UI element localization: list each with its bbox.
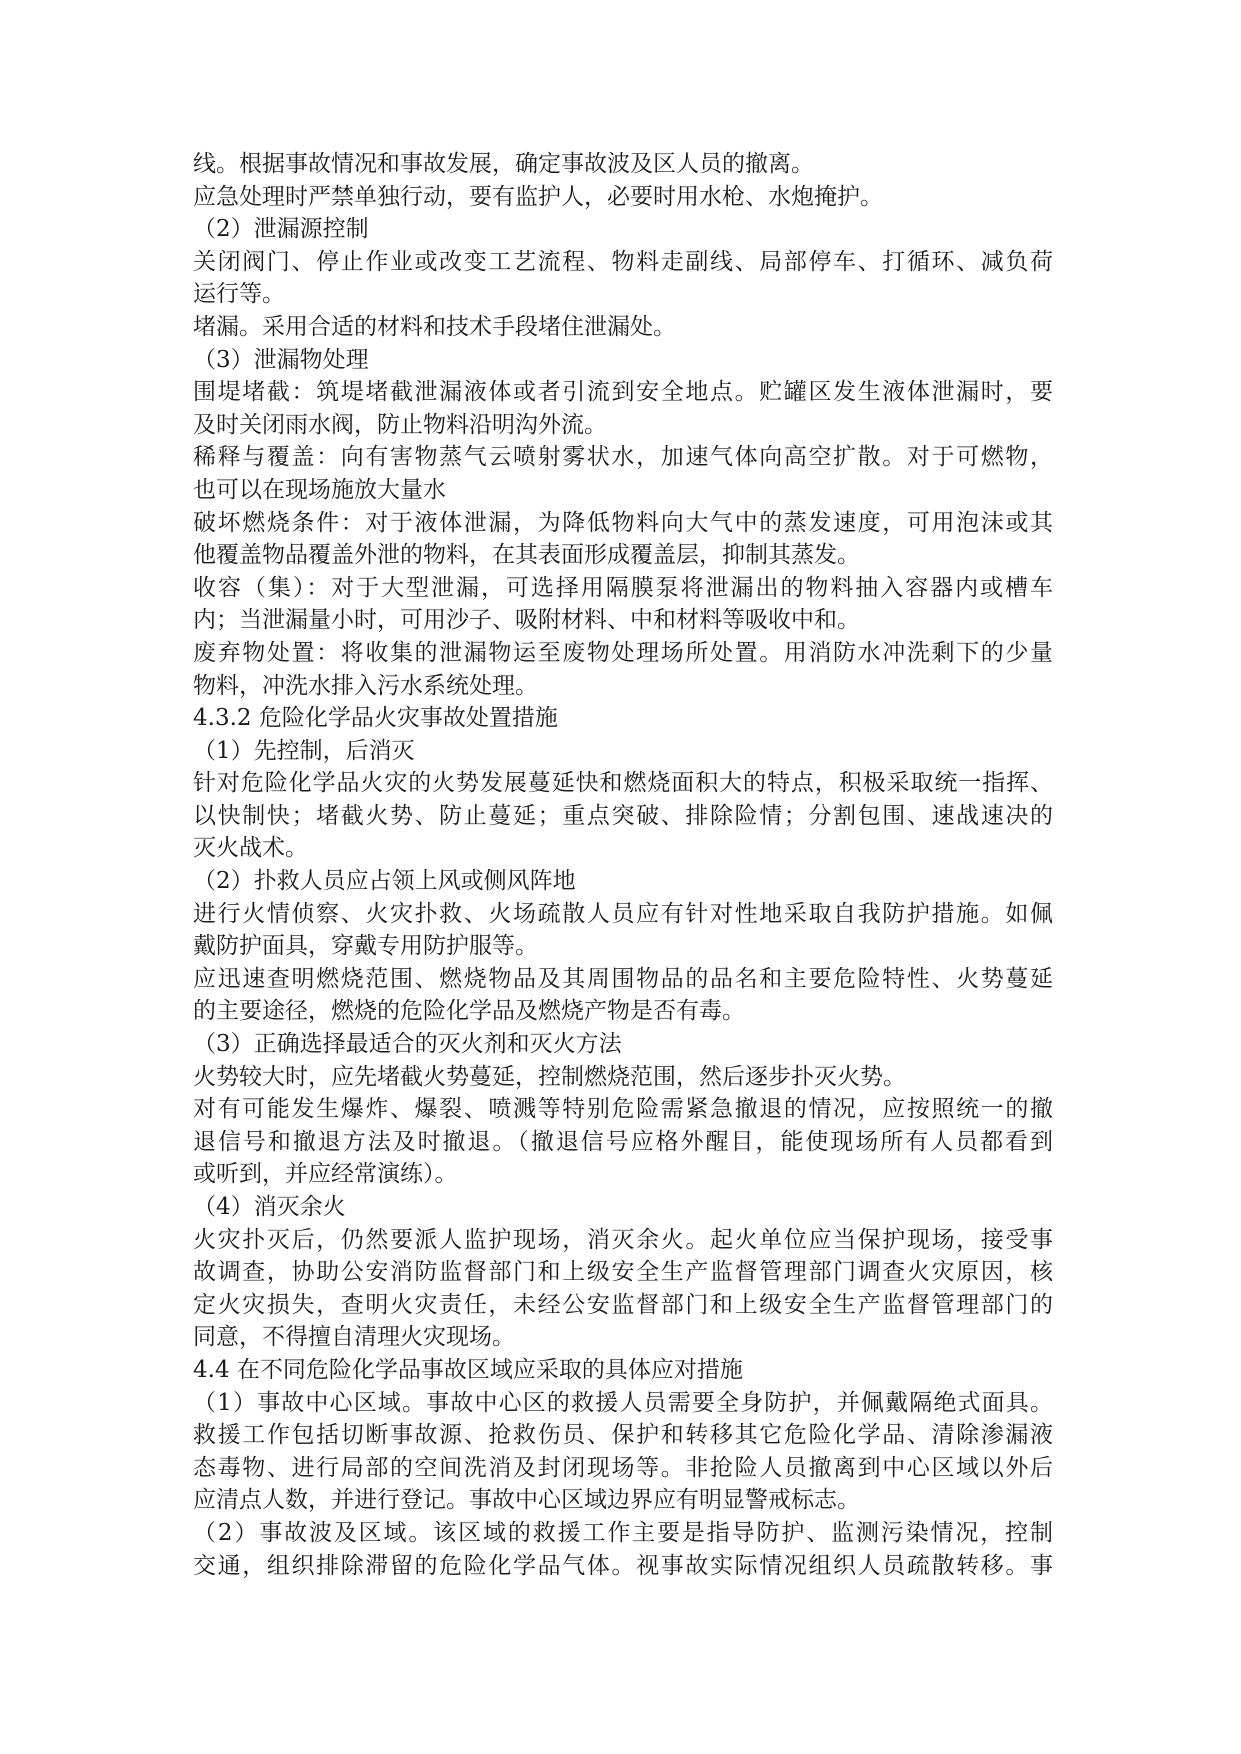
text-line: 废弃物处置：将收集的泄漏物运至废物处理场所处置。用消防水冲洗剩下的少量 <box>193 639 1053 666</box>
text-line: （2）泄漏源控制 <box>193 216 369 243</box>
text-line: 及时关闭雨水阀，防止物料沿明沟外流。 <box>193 411 607 438</box>
text-line: 对有可能发生爆炸、爆裂、喷溅等特别危险需紧急撤退的情况，应按照统一的撤 <box>193 1096 1053 1123</box>
text-line: 他覆盖物品覆盖外泄的物料，在其表面形成覆盖层，抑制其蒸发。 <box>193 542 860 569</box>
text-line: 同意，不得擅自清理火灾现场。 <box>193 1324 515 1351</box>
text-line: 运行等。 <box>193 281 285 308</box>
text-line: 应迅速查明燃烧范围、燃烧物品及其周围物品的品名和主要危险特性、火势蔓延 <box>193 965 1053 992</box>
text-line: 故调查，协助公安消防监督部门和上级安全生产监督管理部门调查火灾原因，核 <box>193 1259 1053 1286</box>
text-line: 的主要途径，燃烧的危险化学品及燃烧产物是否有毒。 <box>193 998 745 1025</box>
text-line: 4.4 在不同危险化学品事故区域应采取的具体应对措施 <box>193 1356 743 1383</box>
text-line: 进行火情侦察、火灾扑救、火场疏散人员应有针对性地采取自我防护措施。如佩 <box>193 900 1053 927</box>
text-line: 戴防护面具，穿戴专用防护服等。 <box>193 933 538 960</box>
text-line: 以快制快；堵截火势、防止蔓延；重点突破、排除险情；分割包围、速战速决的 <box>193 802 1053 829</box>
text-line: 也可以在现场施放大量水 <box>193 476 446 503</box>
text-line: 救援工作包括切断事故源、抢救伤员、保护和转移其它危险化学品、清除渗漏液 <box>193 1422 1053 1449</box>
text-line: 应急处理时严禁单独行动，要有监护人，必要时用水枪、水炮掩护。 <box>193 183 883 210</box>
text-line: 堵漏。采用合适的材料和技术手段堵住泄漏处。 <box>193 313 676 340</box>
document-page <box>193 148 1053 1582</box>
text-line: 关闭阀门、停止作业或改变工艺流程、物料走副线、局部停车、打循环、减负荷 <box>193 248 1053 275</box>
text-line: 线。根据事故情况和事故发展，确定事故波及区人员的撤离。 <box>193 151 814 177</box>
text-line: （3）泄漏物处理 <box>193 346 369 373</box>
text-line: 物料，冲洗水排入污水系统处理。 <box>193 672 538 699</box>
text-line: 态毒物、进行局部的空间洗消及封闭现场等。非抢险人员撤离到中心区域以外后 <box>193 1454 1053 1481</box>
text-line: 内；当泄漏量小时，可用沙子、吸附材料、中和材料等吸收中和。 <box>193 607 860 634</box>
text-line: （3）正确选择最适合的灭火剂和灭火方法 <box>193 1031 622 1058</box>
text-line: 退信号和撤退方法及时撤退。（撤退信号应格外醒目，能使现场所有人员都看到 <box>193 1128 1053 1155</box>
text-line: （1）事故中心区域。事故中心区的救援人员需要全身防护，并佩戴隔绝式面具。 <box>193 1389 1053 1416</box>
text-line: 灭火战术。 <box>193 835 308 862</box>
text-line: 围堤堵截：筑堤堵截泄漏液体或者引流到安全地点。贮罐区发生液体泄漏时，要 <box>193 379 1053 406</box>
text-line: 针对危险化学品火灾的火势发展蔓延快和燃烧面积大的特点，积极采取统一指挥、 <box>193 770 1053 797</box>
text-line: 4.3.2 危险化学品火灾事故处置措施 <box>193 705 558 732</box>
text-line: （1）先控制，后消灭 <box>193 737 415 764</box>
text-line: 破坏燃烧条件：对于液体泄漏，为降低物料向大气中的蒸发速度，可用泡沫或其 <box>193 509 1053 536</box>
text-line: 收容（集）：对于大型泄漏，可选择用隔膜泵将泄漏出的物料抽入容器内或槽车 <box>193 574 1053 601</box>
text-line: 火灾扑灭后，仍然要派人监护现场，消灭余火。起火单位应当保护现场，接受事 <box>193 1226 1053 1253</box>
text-line: 或听到，并应经常演练）。 <box>193 1161 458 1188</box>
text-line: 定火灾损失，查明火灾责任，未经公安监督部门和上级安全生产监督管理部门的 <box>193 1291 1053 1318</box>
text-line: 应清点人数，并进行登记。事故中心区域边界应有明显警戒标志。 <box>193 1487 860 1514</box>
text-line: 稀释与覆盖：向有害物蒸气云喷射雾状水，加速气体向高空扩散。对于可燃物， <box>193 444 1053 471</box>
text-line: 火势较大时，应先堵截火势蔓延，控制燃烧范围，然后逐步扑灭火势。 <box>193 1063 906 1090</box>
text-line: （2）扑救人员应占领上风或侧风阵地 <box>193 868 576 895</box>
text-line: （2）事故波及区域。该区域的救援工作主要是指导防护、监测污染情况，控制 <box>193 1519 1053 1546</box>
text-line: 交通，组织排除滞留的危险化学品气体。视事故实际情况组织人员疏散转移。事 <box>193 1552 1053 1579</box>
text-line: （4）消灭余火 <box>193 1194 346 1220</box>
